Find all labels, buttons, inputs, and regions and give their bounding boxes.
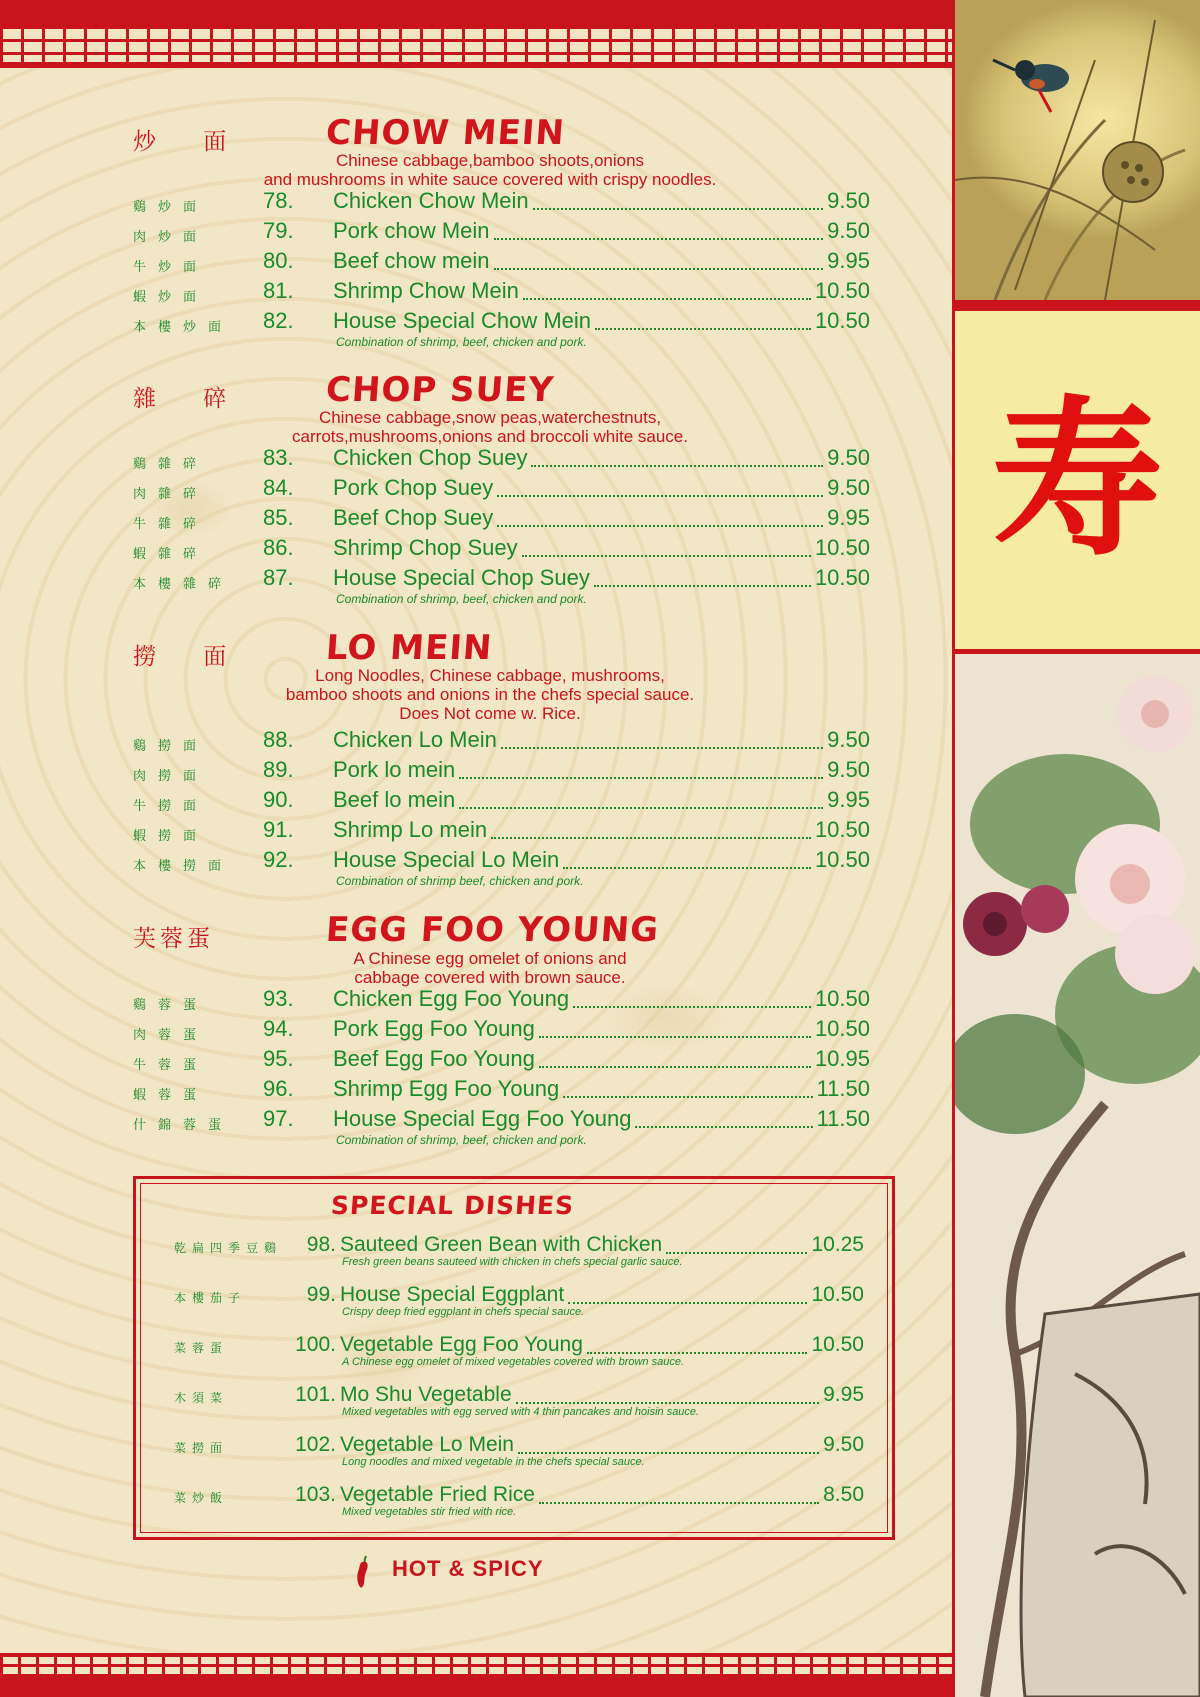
dot-leader [491,837,811,839]
item-name: Shrimp Lo mein [333,817,488,842]
item-note: Crispy deep fried eggplant in chefs special sauce. [342,1306,585,1318]
menu-item [0,505,952,535]
bottom-fret-border [0,1653,952,1697]
item-price: 9.50 [823,1433,864,1456]
special-item [136,1283,892,1331]
menu-item [0,535,952,565]
section-description [150,408,830,446]
item-name: Beef chow mein [333,248,490,273]
chili-pepper-icon [352,1554,376,1590]
item-number: 97. [263,1106,294,1131]
item-price: 11.50 [816,1076,870,1101]
item-name: Beef Egg Foo Young [333,1046,535,1071]
dot-leader [539,1036,811,1038]
dot-leader [522,555,811,557]
menu-item [0,817,952,847]
item-chinese-name: 牛雜碎 [133,517,209,532]
item-note: Mixed vegetables with egg served with 4 thin pancakes and hoisin sauce. [342,1406,700,1418]
dot-leader [497,525,823,527]
menu-item [0,727,952,757]
item-chinese-name: 鷄雜碎 [133,457,209,472]
item-price: 11.50 [816,1106,870,1131]
item-price: 10.50 [814,278,870,303]
item-number: 85. [263,505,294,530]
item-number: 93. [263,986,294,1011]
item-number: 94. [263,1016,294,1041]
item-note: Combination of shrimp, beef, chicken and pork. [336,1133,587,1147]
item-name: Pork Chop Suey [333,475,494,500]
item-number: 89. [263,757,294,782]
item-chinese-name: 牛撈面 [133,799,209,814]
item-price: 10.50 [814,1016,870,1041]
item-price: 8.50 [823,1483,864,1506]
item-name: Shrimp Chop Suey [333,535,518,560]
item-chinese-name: 牛炒面 [133,260,209,275]
longevity-character: 寿 [992,380,1163,580]
item-price: 9.95 [827,248,870,273]
dot-leader [635,1126,812,1128]
section-lo-mein-header [0,628,952,668]
section-chinese-title: 撈 面 [133,644,247,670]
item-chinese-name: 本樓撈面 [133,859,234,874]
menu-item [0,218,952,248]
section-title: CHOW MEIN [324,113,567,153]
section-description [150,666,830,723]
dot-leader [523,298,811,300]
item-price: 9.50 [827,727,870,752]
description-line: Does Not come w. Rice. [399,704,581,723]
item-number: 82. [263,308,294,333]
menu-item [0,1076,952,1106]
item-chinese-name: 本樓雜碎 [133,577,234,592]
item-price: 10.50 [814,817,870,842]
dot-leader [587,1352,808,1354]
special-item [136,1383,892,1431]
item-price: 10.50 [811,1283,864,1306]
item-name: House Special Eggplant [340,1283,565,1306]
description-line: bamboo shoots and onions in the chefs special sauce. [285,685,695,704]
item-number: 96. [263,1076,294,1101]
item-price: 10.50 [814,535,870,560]
item-name: Chicken Chow Mein [333,188,529,213]
item-number: 81. [263,278,294,303]
item-price: 9.95 [827,787,870,812]
section-description [150,949,830,987]
menu-item [0,248,952,278]
dot-leader [595,328,811,330]
menu-item [0,445,952,475]
dot-leader [594,585,811,587]
special-dishes-title: SPECIAL DISHES [329,1191,576,1220]
dot-leader [518,1452,819,1454]
dot-leader [563,867,811,869]
item-name: Beef Chop Suey [333,505,494,530]
item-number: 86. [263,535,294,560]
dot-leader [568,1302,807,1304]
item-chinese-name: 乾扁四季豆鷄 [174,1241,283,1255]
item-price: 10.50 [811,1333,864,1356]
section-chinese-title: 炒 面 [133,129,247,155]
special-item [136,1233,892,1281]
item-name: House Special Lo Mein [333,847,560,872]
item-price: 9.50 [827,757,870,782]
item-name: Shrimp Chow Mein [333,278,519,303]
item-chinese-name: 菜蓉蛋 [174,1341,229,1355]
item-number: 102. [295,1433,336,1456]
item-number: 87. [263,565,294,590]
description-line: Chinese cabbage,snow peas,waterchestnuts, [318,408,662,427]
item-chinese-name: 本樓茄子 [174,1291,247,1305]
menu-item [0,188,952,218]
menu-item [0,847,952,877]
item-name: House Special Chow Mein [333,308,592,333]
section-chow-mein-header [0,113,952,153]
section-egg-foo-young-header [0,910,952,950]
description-line: cabbage covered with brown sauce. [354,968,626,987]
section-title: CHOP SUEY [324,370,556,410]
description-line: and mushrooms in white sauce covered with crispy noodles. [263,170,717,189]
dot-leader [497,495,823,497]
menu-item [0,308,952,338]
description-line: carrots,mushrooms,onions and broccoli white sauce. [292,427,688,446]
item-chinese-name: 鷄撈面 [133,739,209,754]
item-chinese-name: 蝦撈面 [133,829,209,844]
menu-item [0,787,952,817]
menu-item [0,475,952,505]
dot-leader [516,1402,819,1404]
item-number: 100. [295,1333,336,1356]
special-item [136,1483,892,1531]
item-chinese-name: 鷄蓉蛋 [133,998,209,1013]
dot-leader [573,1006,811,1008]
menu-item [0,1046,952,1076]
item-number: 101. [295,1383,336,1406]
item-number: 92. [263,847,294,872]
item-name: Shrimp Egg Foo Young [333,1076,560,1101]
item-number: 83. [263,445,294,470]
dot-leader [531,465,823,467]
item-chinese-name: 蝦雜碎 [133,547,209,562]
item-price: 10.25 [811,1233,864,1256]
item-number: 79. [263,218,294,243]
item-chinese-name: 什錦蓉蛋 [133,1118,234,1133]
item-chinese-name: 肉撈面 [133,769,209,784]
item-name: Beef lo mein [333,787,456,812]
item-price: 10.50 [814,565,870,590]
item-chinese-name: 菜炒飯 [174,1491,229,1505]
item-name: Pork chow Mein [333,218,490,243]
item-number: 78. [263,188,294,213]
item-name: Vegetable Lo Mein [340,1433,514,1456]
top-fret-border [0,0,952,68]
hot-spicy-label: HOT & SPICY [392,1556,544,1581]
dot-leader [666,1252,807,1254]
item-note: Mixed vegetables stir fried with rice. [342,1506,517,1518]
item-number: 88. [263,727,294,752]
dot-leader [494,268,824,270]
section-description [150,151,830,189]
item-number: 98. [306,1233,336,1256]
section-chinese-title: 芙蓉蛋 [133,926,214,952]
item-price: 10.50 [814,986,870,1011]
item-price: 10.50 [814,308,870,333]
item-number: 95. [263,1046,294,1071]
item-note: A Chinese egg omelet of mixed vegetables covered with brown sauce. [342,1356,685,1368]
item-note: Fresh green beans sauteed with chicken in chefs special garlic sauce. [342,1256,683,1268]
item-number: 103. [295,1483,336,1506]
dot-leader [501,747,823,749]
item-price: 10.95 [814,1046,870,1071]
description-line: Long Noodles, Chinese cabbage, mushrooms, [315,666,665,685]
item-name: Mo Shu Vegetable [340,1383,512,1406]
menu-item [0,278,952,308]
item-chinese-name: 肉雜碎 [133,487,209,502]
item-name: Chicken Egg Foo Young [333,986,570,1011]
item-note: Combination of shrimp, beef, chicken and pork. [336,335,587,349]
item-chinese-name: 木須菜 [174,1391,229,1405]
item-price: 9.95 [827,505,870,530]
menu-item [0,1106,952,1136]
dot-leader [539,1066,811,1068]
description-line: A Chinese egg omelet of onions and [353,949,627,968]
item-name: Pork lo mein [333,757,456,782]
dot-leader [533,208,824,210]
item-name: Vegetable Fried Rice [340,1483,535,1506]
item-name: Pork Egg Foo Young [333,1016,535,1041]
peony-painting [955,654,1200,1697]
item-chinese-name: 鷄炒面 [133,200,209,215]
item-number: 80. [263,248,294,273]
item-chinese-name: 蝦蓉蛋 [133,1088,209,1103]
dot-leader [539,1502,819,1504]
special-dishes-box [133,1176,895,1540]
item-chinese-name: 蝦炒面 [133,290,209,305]
dot-leader [494,238,824,240]
item-chinese-name: 牛蓉蛋 [133,1058,209,1073]
item-chinese-name: 肉炒面 [133,230,209,245]
section-chop-suey-header [0,370,952,410]
item-name: Vegetable Egg Foo Young [340,1333,583,1356]
item-name: Chicken Chop Suey [333,445,528,470]
item-price: 10.50 [814,847,870,872]
section-title: EGG FOO YOUNG [324,910,661,950]
item-number: 90. [263,787,294,812]
dot-leader [459,777,823,779]
section-title: LO MEIN [324,628,494,668]
description-line: Chinese cabbage,bamboo shoots,onions [335,151,645,170]
item-price: 9.95 [823,1383,864,1406]
section-chinese-title: 雜 碎 [133,386,247,412]
item-note: Long noodles and mixed vegetable in the chefs special sauce. [342,1456,645,1468]
item-number: 91. [263,817,294,842]
item-name: Sauteed Green Bean with Chicken [340,1233,663,1256]
dot-leader [563,1096,812,1098]
item-name: House Special Chop Suey [333,565,590,590]
bird-lotus-painting [955,0,1200,300]
item-name: Chicken Lo Mein [333,727,497,752]
item-number: 84. [263,475,294,500]
item-note: Combination of shrimp beef, chicken and pork. [336,874,584,888]
item-price: 9.50 [827,475,870,500]
item-number: 99. [306,1283,336,1306]
item-price: 9.50 [827,188,870,213]
menu-item [0,1016,952,1046]
menu-item [0,986,952,1016]
item-chinese-name: 肉蓉蛋 [133,1028,209,1043]
item-price: 9.50 [827,218,870,243]
item-note: Combination of shrimp, beef, chicken and pork. [336,592,587,606]
item-chinese-name: 本樓炒面 [133,320,234,335]
item-chinese-name: 菜撈面 [174,1441,229,1455]
item-price: 9.50 [827,445,870,470]
special-item [136,1333,892,1381]
menu-item [0,565,952,595]
longevity-character-panel [955,308,1200,652]
special-item [136,1433,892,1481]
menu-item [0,757,952,787]
item-name: House Special Egg Foo Young [333,1106,632,1131]
dot-leader [459,807,823,809]
